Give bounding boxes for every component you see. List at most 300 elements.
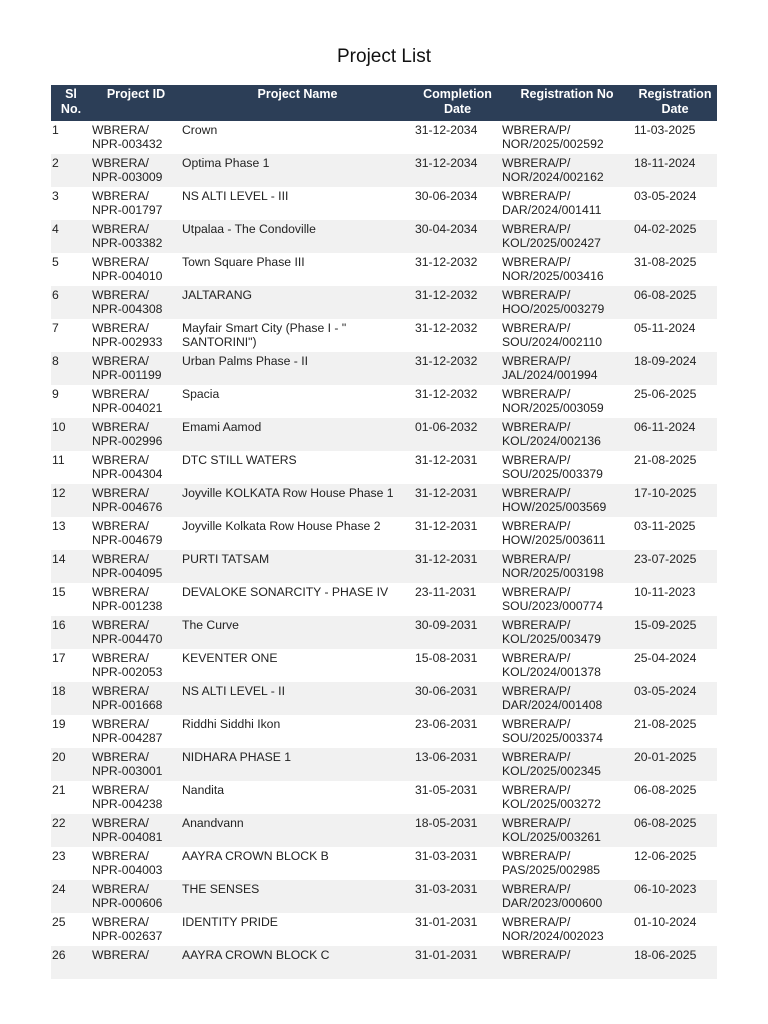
- cell-registration-no: [501, 451, 633, 484]
- cell-project-name: [181, 583, 414, 616]
- cell-sl-no: [51, 286, 91, 319]
- cell-project-name: [181, 847, 414, 880]
- cell-registration-date: [633, 319, 717, 352]
- cell-registration-no: [501, 682, 633, 715]
- cell-text: WBRERA/: [92, 618, 149, 632]
- cell-project-name: [181, 286, 414, 319]
- cell-text: 31-12-2032: [415, 321, 478, 335]
- cell-completion-date: [414, 616, 501, 649]
- cell-completion-date: [414, 484, 501, 517]
- cell-text: WBRERA/P/: [502, 288, 571, 302]
- cell-text: 31-01-2031: [415, 948, 478, 962]
- cell-text: 21: [52, 783, 66, 797]
- cell-project-name: [181, 385, 414, 418]
- cell-project-name: [181, 154, 414, 187]
- cell-text: NPR-003432: [92, 137, 163, 151]
- cell-text: Joyville Kolkata Row House Phase 2: [182, 519, 381, 533]
- cell-registration-no: [501, 517, 633, 550]
- cell-text: NPR-001797: [92, 203, 163, 217]
- cell-text: Optima Phase 1: [182, 156, 270, 170]
- cell-text: WBRERA/P/: [502, 420, 571, 434]
- cell-text: WBRERA/: [92, 684, 149, 698]
- cell-project-id: [91, 286, 181, 319]
- cell-project-id: [91, 682, 181, 715]
- cell-text: NOR/2024/002023: [502, 929, 604, 943]
- cell-text: NPR-002996: [92, 434, 163, 448]
- cell-text: 2: [52, 156, 59, 170]
- cell-text: 30-09-2031: [415, 618, 478, 632]
- cell-text: DTC STILL WATERS: [182, 453, 297, 467]
- cell-text: 31-03-2031: [415, 882, 478, 896]
- cell-sl-no: [51, 814, 91, 847]
- cell-text: 31-03-2031: [415, 849, 478, 863]
- cell-text: NPR-004021: [92, 401, 163, 415]
- cell-text: NOR/2025/003059: [502, 401, 604, 415]
- cell-text: 23: [52, 849, 66, 863]
- table-row: [51, 121, 717, 154]
- cell-text: NPR-004081: [92, 830, 163, 844]
- cell-text: 31-12-2031: [415, 486, 478, 500]
- cell-text: PURTI TATSAM: [182, 552, 270, 566]
- cell-project-name: [181, 418, 414, 451]
- cell-text: KOL/2025/003479: [502, 632, 601, 646]
- cell-project-id: [91, 847, 181, 880]
- cell-text: 18-05-2031: [415, 816, 478, 830]
- cell-registration-date: [633, 616, 717, 649]
- cell-registration-no: [501, 913, 633, 946]
- cell-text: 14: [52, 552, 66, 566]
- cell-project-name: [181, 517, 414, 550]
- cell-text: 30-04-2034: [415, 222, 478, 236]
- cell-text: 17-10-2025: [634, 486, 697, 500]
- header-label: No.: [60, 102, 82, 116]
- cell-text: AAYRA CROWN BLOCK C: [182, 948, 330, 962]
- cell-text: NPR-003382: [92, 236, 163, 250]
- cell-sl-no: [51, 517, 91, 550]
- cell-registration-no: [501, 649, 633, 682]
- cell-text: WBRERA/: [92, 849, 149, 863]
- cell-text: NPR-004287: [92, 731, 163, 745]
- cell-registration-no: [501, 121, 633, 154]
- table-row: [51, 715, 717, 748]
- cell-text: WBRERA/P/: [502, 387, 571, 401]
- cell-registration-date: [633, 385, 717, 418]
- cell-text: Mayfair Smart City (Phase I - ": [182, 321, 347, 335]
- cell-text: JAL/2024/001994: [502, 368, 598, 382]
- cell-text: 31-05-2031: [415, 783, 478, 797]
- header-label: Project Name: [257, 87, 338, 101]
- cell-project-id: [91, 484, 181, 517]
- cell-registration-no: [501, 748, 633, 781]
- cell-text: DAR/2023/000600: [502, 896, 603, 910]
- cell-project-id: [91, 946, 181, 979]
- table-row: [51, 649, 717, 682]
- cell-text: WBRERA/: [92, 123, 149, 137]
- cell-completion-date: [414, 814, 501, 847]
- cell-text: WBRERA/P/: [502, 189, 571, 203]
- cell-text: 03-11-2025: [634, 519, 696, 533]
- project-table: [51, 85, 717, 979]
- cell-text: NPR-004003: [92, 863, 163, 877]
- cell-text: SOU/2025/003374: [502, 731, 603, 745]
- cell-text: WBRERA/P/: [502, 783, 571, 797]
- cell-registration-date: [633, 484, 717, 517]
- cell-text: DAR/2024/001411: [502, 203, 602, 217]
- cell-registration-date: [633, 715, 717, 748]
- cell-text: HOW/2025/003611: [502, 533, 606, 547]
- cell-text: 03-05-2024: [634, 189, 697, 203]
- cell-project-name: [181, 220, 414, 253]
- cell-project-name: [181, 484, 414, 517]
- cell-project-id: [91, 220, 181, 253]
- cell-text: 6: [52, 288, 59, 302]
- cell-text: NPR-000606: [92, 896, 163, 910]
- cell-completion-date: [414, 715, 501, 748]
- cell-project-name: [181, 748, 414, 781]
- cell-project-id: [91, 814, 181, 847]
- cell-project-id: [91, 319, 181, 352]
- cell-text: 23-11-2031: [415, 585, 477, 599]
- cell-project-id: [91, 187, 181, 220]
- cell-sl-no: [51, 385, 91, 418]
- cell-text: 01-06-2032: [415, 420, 478, 434]
- cell-registration-no: [501, 418, 633, 451]
- cell-text: WBRERA/: [92, 948, 149, 962]
- cell-text: NPR-004304: [92, 467, 163, 481]
- cell-project-id: [91, 451, 181, 484]
- cell-text: WBRERA/: [92, 783, 149, 797]
- cell-text: 7: [52, 321, 59, 335]
- cell-completion-date: [414, 913, 501, 946]
- cell-text: WBRERA/P/: [502, 354, 571, 368]
- cell-text: NIDHARA PHASE 1: [182, 750, 292, 764]
- cell-project-name: [181, 682, 414, 715]
- cell-text: Urban Palms Phase - II: [182, 354, 308, 368]
- cell-text: 8: [52, 354, 59, 368]
- header-label: Date: [661, 102, 689, 116]
- cell-text: 5: [52, 255, 59, 269]
- cell-completion-date: [414, 451, 501, 484]
- cell-completion-date: [414, 583, 501, 616]
- cell-text: 18-11-2024: [634, 156, 696, 170]
- cell-completion-date: [414, 418, 501, 451]
- cell-project-name: [181, 319, 414, 352]
- cell-registration-date: [633, 748, 717, 781]
- cell-text: 9: [52, 387, 59, 401]
- cell-text: 26: [52, 948, 66, 962]
- cell-text: WBRERA/P/: [502, 519, 571, 533]
- cell-text: Emami Aamod: [182, 420, 262, 434]
- cell-text: DAR/2024/001408: [502, 698, 603, 712]
- cell-text: 11: [52, 453, 65, 467]
- cell-text: SOU/2024/002110: [502, 335, 603, 349]
- cell-completion-date: [414, 847, 501, 880]
- cell-registration-no: [501, 781, 633, 814]
- cell-text: NPR-003001: [92, 764, 163, 778]
- cell-completion-date: [414, 385, 501, 418]
- cell-text: NPR-004238: [92, 797, 163, 811]
- table-row: [51, 286, 717, 319]
- cell-text: 01-10-2024: [634, 915, 697, 929]
- cell-project-name: [181, 121, 414, 154]
- cell-text: WBRERA/: [92, 420, 149, 434]
- cell-text: Nandita: [182, 783, 225, 797]
- cell-text: KOL/2024/002136: [502, 434, 601, 448]
- cell-completion-date: [414, 220, 501, 253]
- cell-text: 31-12-2032: [415, 255, 478, 269]
- cell-text: WBRERA/: [92, 519, 149, 533]
- cell-text: 10-11-2023: [634, 585, 696, 599]
- cell-text: 31-12-2031: [415, 453, 478, 467]
- table-row: [51, 748, 717, 781]
- cell-registration-date: [633, 550, 717, 583]
- cell-text: WBRERA/: [92, 321, 149, 335]
- cell-project-id: [91, 385, 181, 418]
- cell-text: SANTORINI"): [182, 335, 257, 349]
- cell-text: WBRERA/: [92, 750, 149, 764]
- header-label: Date: [443, 102, 472, 116]
- cell-text: 30-06-2034: [415, 189, 478, 203]
- cell-text: The Curve: [182, 618, 239, 632]
- cell-text: NPR-002637: [92, 929, 163, 943]
- header-row: [51, 85, 717, 121]
- cell-registration-no: [501, 880, 633, 913]
- cell-text: WBRERA/: [92, 288, 149, 302]
- table-row: [51, 781, 717, 814]
- table-row: [51, 418, 717, 451]
- cell-registration-date: [633, 847, 717, 880]
- cell-text: Joyville KOLKATA Row House Phase 1: [182, 486, 394, 500]
- cell-text: HOW/2025/003569: [502, 500, 607, 514]
- cell-project-name: [181, 649, 414, 682]
- cell-registration-date: [633, 220, 717, 253]
- cell-text: HOO/2025/003279: [502, 302, 605, 316]
- cell-text: 06-08-2025: [634, 816, 697, 830]
- cell-text: 15: [52, 585, 66, 599]
- cell-text: 31-12-2032: [415, 387, 478, 401]
- cell-text: NPR-003009: [92, 170, 163, 184]
- cell-sl-no: [51, 583, 91, 616]
- cell-text: 25-06-2025: [634, 387, 697, 401]
- cell-text: KOL/2025/002427: [502, 236, 601, 250]
- cell-sl-no: [51, 451, 91, 484]
- cell-project-id: [91, 715, 181, 748]
- cell-sl-no: [51, 484, 91, 517]
- cell-project-name: [181, 880, 414, 913]
- cell-text: WBRERA/P/: [502, 255, 571, 269]
- cell-text: NPR-004676: [92, 500, 163, 514]
- table-row: [51, 253, 717, 286]
- cell-completion-date: [414, 946, 501, 979]
- cell-text: WBRERA/: [92, 255, 149, 269]
- cell-sl-no: [51, 781, 91, 814]
- cell-text: WBRERA/P/: [502, 222, 571, 236]
- cell-text: JALTARANG: [182, 288, 252, 302]
- cell-text: WBRERA/P/: [502, 684, 571, 698]
- cell-text: 31-12-2031: [415, 552, 478, 566]
- cell-text: WBRERA/P/: [502, 750, 571, 764]
- cell-text: 31-12-2031: [415, 519, 478, 533]
- table-row: [51, 913, 717, 946]
- cell-text: 1: [52, 123, 59, 137]
- cell-registration-date: [633, 121, 717, 154]
- cell-text: 19: [52, 717, 66, 731]
- cell-text: WBRERA/P/: [502, 552, 571, 566]
- cell-project-name: [181, 550, 414, 583]
- cell-text: 15-09-2025: [634, 618, 697, 632]
- cell-text: 24: [52, 882, 66, 896]
- cell-project-id: [91, 121, 181, 154]
- cell-text: WBRERA/P/: [502, 849, 571, 863]
- cell-text: IDENTITY PRIDE: [182, 915, 278, 929]
- cell-text: 31-08-2025: [634, 255, 697, 269]
- cell-project-id: [91, 913, 181, 946]
- cell-registration-no: [501, 847, 633, 880]
- cell-project-id: [91, 748, 181, 781]
- cell-text: 03-05-2024: [634, 684, 697, 698]
- cell-registration-no: [501, 715, 633, 748]
- header-project-name: [181, 85, 414, 121]
- cell-text: 12: [52, 486, 66, 500]
- table-row: [51, 814, 717, 847]
- cell-completion-date: [414, 319, 501, 352]
- cell-registration-no: [501, 583, 633, 616]
- cell-text: 12-06-2025: [634, 849, 697, 863]
- header-completion-date: [414, 85, 501, 121]
- cell-project-name: [181, 946, 414, 979]
- cell-text: WBRERA/: [92, 387, 149, 401]
- cell-text: WBRERA/P/: [502, 948, 571, 962]
- cell-text: NPR-004308: [92, 302, 163, 316]
- table-row: [51, 385, 717, 418]
- cell-text: 31-12-2032: [415, 288, 478, 302]
- cell-completion-date: [414, 550, 501, 583]
- cell-text: WBRERA/: [92, 585, 149, 599]
- cell-text: WBRERA/P/: [502, 156, 571, 170]
- cell-completion-date: [414, 748, 501, 781]
- header-registration-no: [501, 85, 633, 121]
- cell-registration-no: [501, 253, 633, 286]
- cell-registration-no: [501, 187, 633, 220]
- table-row: [51, 352, 717, 385]
- cell-project-id: [91, 517, 181, 550]
- cell-text: WBRERA/P/: [502, 882, 571, 896]
- cell-registration-no: [501, 484, 633, 517]
- cell-text: NOR/2025/003198: [502, 566, 604, 580]
- table-row: [51, 880, 717, 913]
- cell-text: KOL/2025/002345: [502, 764, 601, 778]
- cell-registration-date: [633, 418, 717, 451]
- cell-text: 3: [52, 189, 59, 203]
- cell-sl-no: [51, 913, 91, 946]
- cell-text: WBRERA/P/: [502, 651, 571, 665]
- cell-text: WBRERA/: [92, 552, 149, 566]
- cell-registration-date: [633, 286, 717, 319]
- cell-registration-date: [633, 649, 717, 682]
- cell-text: 17: [52, 651, 66, 665]
- cell-text: NOR/2024/002162: [502, 170, 604, 184]
- cell-text: NS ALTI LEVEL - III: [182, 189, 289, 203]
- table-row: [51, 583, 717, 616]
- cell-text: WBRERA/P/: [502, 816, 571, 830]
- cell-registration-no: [501, 814, 633, 847]
- cell-completion-date: [414, 187, 501, 220]
- cell-text: 06-11-2024: [634, 420, 696, 434]
- cell-completion-date: [414, 286, 501, 319]
- cell-text: 10: [52, 420, 66, 434]
- cell-sl-no: [51, 550, 91, 583]
- cell-project-name: [181, 253, 414, 286]
- table-row: [51, 550, 717, 583]
- cell-project-id: [91, 880, 181, 913]
- cell-project-id: [91, 649, 181, 682]
- table-row: [51, 946, 717, 979]
- header-sl-no: [51, 85, 91, 121]
- cell-text: NPR-004095: [92, 566, 163, 580]
- cell-project-id: [91, 583, 181, 616]
- cell-completion-date: [414, 253, 501, 286]
- cell-text: WBRERA/P/: [502, 123, 571, 137]
- cell-project-id: [91, 418, 181, 451]
- cell-text: WBRERA/: [92, 717, 149, 731]
- cell-text: WBRERA/P/: [502, 915, 571, 929]
- header-label: Completion: [423, 87, 492, 101]
- page-title: Project List: [337, 46, 431, 67]
- cell-registration-date: [633, 946, 717, 979]
- cell-sl-no: [51, 616, 91, 649]
- cell-text: NPR-002933: [92, 335, 163, 349]
- cell-sl-no: [51, 220, 91, 253]
- cell-text: KOL/2024/001378: [502, 665, 601, 679]
- table-row: [51, 220, 717, 253]
- cell-text: 23-06-2031: [415, 717, 478, 731]
- cell-text: NPR-004470: [92, 632, 163, 646]
- cell-sl-no: [51, 946, 91, 979]
- cell-registration-date: [633, 253, 717, 286]
- cell-text: 11-03-2025: [634, 123, 696, 137]
- cell-text: 4: [52, 222, 59, 236]
- cell-text: KOL/2025/003261: [502, 830, 601, 844]
- cell-text: 18-09-2024: [634, 354, 697, 368]
- cell-text: 31-12-2034: [415, 123, 478, 137]
- cell-text: WBRERA/P/: [502, 717, 571, 731]
- cell-text: WBRERA/P/: [502, 453, 571, 467]
- cell-sl-no: [51, 649, 91, 682]
- cell-text: 23-07-2025: [634, 552, 697, 566]
- cell-text: 06-10-2023: [634, 882, 697, 896]
- cell-text: 18-06-2025: [634, 948, 697, 962]
- cell-text: Riddhi Siddhi Ikon: [182, 717, 281, 731]
- cell-project-id: [91, 154, 181, 187]
- cell-sl-no: [51, 319, 91, 352]
- cell-completion-date: [414, 880, 501, 913]
- cell-registration-no: [501, 319, 633, 352]
- cell-registration-date: [633, 682, 717, 715]
- cell-text: Spacia: [182, 387, 220, 401]
- cell-project-name: [181, 781, 414, 814]
- cell-project-id: [91, 352, 181, 385]
- cell-text: WBRERA/: [92, 453, 149, 467]
- cell-text: NPR-004010: [92, 269, 163, 283]
- cell-text: 20-01-2025: [634, 750, 697, 764]
- table-row: [51, 847, 717, 880]
- cell-text: WBRERA/: [92, 651, 149, 665]
- table-row: [51, 154, 717, 187]
- cell-text: NS ALTI LEVEL - II: [182, 684, 285, 698]
- cell-sl-no: [51, 682, 91, 715]
- cell-sl-no: [51, 880, 91, 913]
- table-header: [51, 85, 717, 121]
